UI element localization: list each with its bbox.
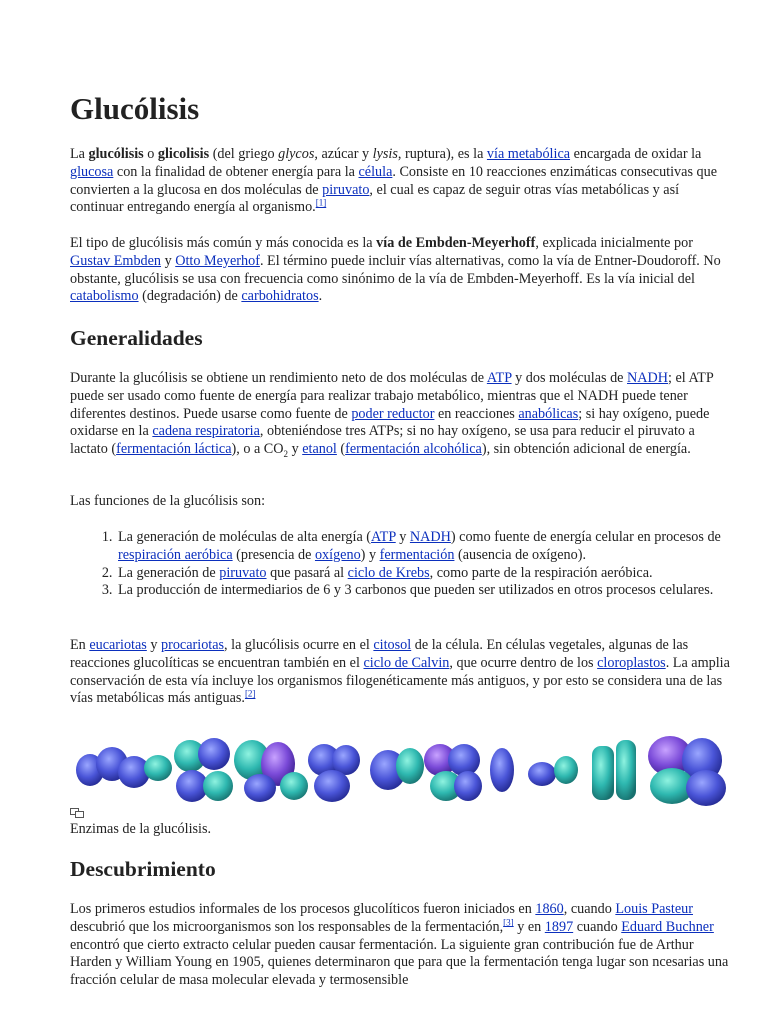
- funciones-list: [70, 529, 768, 600]
- section-heading-descubrimiento: Descubrimiento: [70, 857, 216, 881]
- text: .: [318, 288, 323, 305]
- text: con la finalidad de obtener energía para la: [113, 163, 359, 180]
- text: y: [395, 529, 410, 545]
- link-eucariotas[interactable]: eucariotas: [89, 637, 147, 653]
- text: . El término puede incluir vías alternativas, como la vía de Entner-Doudoroff. No obstante, glucólisis se usa con frecuencia como sinónimo de la vía de Embden-Meyerhoff. Es la vía inicial del: [70, 252, 721, 287]
- enzyme-shape: [490, 748, 514, 792]
- text: (degradación) de: [138, 288, 242, 305]
- figure-caption: Enzimas de la glucólisis.: [70, 821, 212, 837]
- section-heading-generalidades: Generalidades: [70, 326, 203, 350]
- link-1860[interactable]: 1860: [535, 901, 564, 917]
- link-piruvato[interactable]: piruvato: [322, 181, 370, 198]
- text: de la célula. En células vegetales, algunas de las reacciones glucolíticas se encuentran también en el: [70, 637, 689, 671]
- reference-2[interactable]: [2]: [244, 688, 256, 699]
- text: Durante la glucólisis se obtiene un rendimiento neto de dos moléculas de: [70, 370, 487, 386]
- bold-term: vía de Embden-Meyerhoff: [376, 235, 536, 251]
- text: Los primeros estudios informales de los procesos glucolíticos fueron iniciados en: [70, 901, 536, 917]
- link-anabolicas[interactable]: anabólicas: [518, 405, 579, 422]
- text: , obteniéndose tres ATPs; si no hay oxígeno, se usa para reducir el piruvato a lactato (: [70, 423, 695, 458]
- reference-3[interactable]: [3]: [503, 917, 514, 928]
- text: ; el ATP puede ser usado como fuente de energía para realizar trabajo metabólico, mientras que el NADH puede tener diferentes destinos. Puede usarse como fuente de: [70, 370, 714, 422]
- link-via-metabolica[interactable]: vía metabólica: [486, 146, 571, 162]
- text: La: [70, 146, 89, 162]
- text: La generación de: [118, 564, 220, 581]
- link-atp[interactable]: ATP: [486, 370, 512, 386]
- text: y dos moléculas de: [511, 370, 628, 386]
- text: . La amplia conservación de esta vía incluye los organismos filogenéticamente más antiguos, y por esto se considera una de las vías metabólicas más antiguas.: [70, 654, 730, 707]
- text: , la glucólisis ocurre en el: [224, 637, 374, 653]
- text: La generación de moléculas de alta energía (: [118, 529, 372, 545]
- text: y: [146, 637, 162, 653]
- enzyme-shape: [554, 756, 578, 784]
- text: La producción de intermediarios de 6 y 3 carbonos que pueden ser utilizados en otros procesos celulares.: [118, 582, 714, 599]
- text: encargada de oxidar la: [570, 146, 702, 162]
- paragraph-eucariotas: [70, 637, 730, 708]
- list-item: [116, 529, 768, 565]
- list-item: [116, 565, 768, 583]
- link-ciclo-de-krebs[interactable]: ciclo de Krebs: [347, 564, 430, 581]
- enzyme-shape: [686, 770, 726, 806]
- text: , ruptura), es la: [397, 146, 487, 162]
- link-celula[interactable]: célula: [358, 163, 393, 180]
- text: descubrió que los microorganismos son los responsables de la fermentación,: [70, 918, 504, 935]
- text: encontró que cierto extracto celular pueden causar fermentación. La siguiente gran contribución fue de Arthur Harden y William Young en 1905, quienes determinaron que para que la fermentación tenga lugar son ncesarias una fracción celular de masa molecular elevada y termosensible: [70, 936, 729, 989]
- text: (del griego: [209, 146, 279, 162]
- text: El tipo de glucólisis más común y más conocida es la: [70, 235, 377, 251]
- text: ; si hay oxígeno, puede oxidarse en la: [70, 405, 710, 440]
- enzyme-shape: [454, 771, 482, 801]
- paragraph-generalidades: [70, 370, 730, 459]
- text: en reacciones: [434, 405, 519, 422]
- text: En: [70, 637, 90, 653]
- link-fermentacion-lactica[interactable]: fermentación láctica: [116, 441, 232, 458]
- text: (ausencia de oxígeno).: [454, 546, 587, 563]
- text: ), o a CO: [231, 441, 284, 458]
- text: y: [161, 252, 176, 269]
- enzyme-shape: [144, 755, 172, 781]
- text: , el cual es capaz de seguir otras vías metabólicas y así continuar entregando energía al organismo.: [70, 181, 680, 216]
- link-oxigeno[interactable]: oxígeno: [314, 546, 361, 563]
- text: y en: [513, 918, 545, 935]
- enlarge-icon[interactable]: [70, 808, 84, 818]
- link-fermentacion[interactable]: fermentación: [379, 546, 455, 563]
- link-nadh[interactable]: NADH: [627, 370, 668, 386]
- link-atp[interactable]: ATP: [371, 529, 396, 545]
- link-respiracion-aerobica[interactable]: respiración aeróbica: [118, 546, 233, 563]
- link-gustav-embden[interactable]: Gustav Embden: [70, 252, 162, 269]
- enzyme-shape: [448, 744, 480, 776]
- italic-term: glycos: [278, 146, 315, 162]
- paragraph-descubrimiento: [70, 901, 730, 990]
- link-catabolismo[interactable]: catabolismo: [70, 288, 139, 305]
- bold-term: glucólisis: [88, 146, 144, 162]
- list-item: [116, 582, 768, 600]
- text: , cuando: [563, 901, 616, 917]
- text: , azúcar y: [314, 146, 373, 162]
- enzyme-shape: [592, 746, 614, 800]
- link-ciclo-de-calvin[interactable]: ciclo de Calvin: [363, 654, 450, 671]
- text: ) como fuente de energía celular en procesos de: [450, 529, 721, 545]
- paragraph-embden: [70, 235, 730, 306]
- subscript: 2: [283, 449, 289, 460]
- text: cuando: [573, 918, 622, 935]
- link-nadh[interactable]: NADH: [409, 529, 451, 545]
- text: , como parte de la respiración aeróbica.: [429, 564, 653, 581]
- link-piruvato[interactable]: piruvato: [219, 564, 267, 581]
- page-title: Glucólisis: [70, 91, 200, 126]
- intro-paragraph: [70, 146, 730, 217]
- link-citosol[interactable]: citosol: [373, 637, 412, 653]
- enzyme-shape: [616, 740, 636, 800]
- link-glucosa[interactable]: glucosa: [70, 163, 114, 180]
- italic-term: lysis: [372, 146, 398, 162]
- bold-term: glicolisis: [157, 146, 210, 162]
- link-fermentacion-alcoholica[interactable]: fermentación alcohólica: [345, 441, 482, 458]
- enzyme-shape: [528, 762, 556, 786]
- link-1897[interactable]: 1897: [544, 918, 574, 935]
- enzyme-shape: [396, 748, 424, 784]
- text: y: [288, 441, 303, 458]
- link-carbohidratos[interactable]: carbohidratos: [241, 288, 319, 305]
- reference-1[interactable]: [1]: [315, 197, 327, 208]
- enzyme-shape: [244, 774, 276, 802]
- text: ), sin obtención adicional de energía.: [481, 441, 691, 458]
- link-louis-pasteur[interactable]: Louis Pasteur: [615, 901, 693, 917]
- text: que pasará al: [266, 564, 348, 581]
- text: ) y: [360, 546, 380, 563]
- enzyme-shape: [280, 772, 308, 800]
- enzyme-shape: [198, 738, 230, 770]
- enzyme-shape: [314, 770, 350, 802]
- link-cloroplastos[interactable]: cloroplastos: [597, 654, 666, 671]
- enzyme-shape: [203, 771, 233, 801]
- link-otto-meyerhof[interactable]: Otto Meyerhof: [175, 252, 260, 269]
- enzymes-image[interactable]: [72, 730, 736, 810]
- text: o: [143, 146, 158, 162]
- text: , que ocurre dentro de los: [449, 654, 598, 671]
- link-eduard-buchner[interactable]: Eduard Buchner: [621, 918, 714, 935]
- text: (: [336, 441, 346, 458]
- link-poder-reductor[interactable]: poder reductor: [351, 405, 435, 422]
- link-procariotas[interactable]: procariotas: [161, 637, 225, 653]
- funciones-intro: Las funciones de la glucólisis son:: [70, 493, 266, 509]
- text: , explicada inicialmente por: [535, 235, 693, 251]
- link-cadena-respiratoria[interactable]: cadena respiratoria: [152, 423, 260, 440]
- link-etanol[interactable]: etanol: [302, 441, 337, 458]
- text: . Consiste en 10 reacciones enzimáticas consecutivas que convierten a la glucosa en dos moléculas de: [70, 163, 717, 198]
- text: (presencia de: [232, 546, 315, 563]
